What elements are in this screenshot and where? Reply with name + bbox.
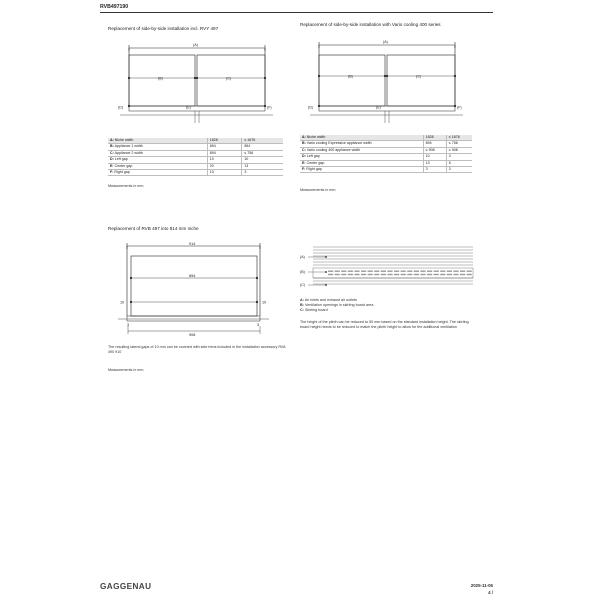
section1-table-value-1: 20 xyxy=(207,163,242,169)
section4-plinth-diagram xyxy=(298,244,478,292)
section1-table-value-2: ≤ 756 xyxy=(242,150,283,156)
section1-table-value-1: 10 xyxy=(207,170,242,176)
document-date: 2025-11-05 xyxy=(470,583,493,588)
section2-spec-table xyxy=(300,135,472,173)
section1-table-label-cell: D: Left gap xyxy=(108,157,207,163)
section2-table-value-2: 3 xyxy=(446,167,472,173)
section2-table-value-2: 3 xyxy=(446,154,472,160)
section2-label-a: (A) xyxy=(383,40,388,44)
section2-table-value-1: 10 xyxy=(423,154,446,160)
section1-table-label-cell: E: Center gap xyxy=(108,163,207,169)
section2-table-label-cell: D: Left gap xyxy=(300,154,423,160)
section4-label-b: (B) xyxy=(300,270,305,274)
section1-label-b: (B) xyxy=(158,76,163,81)
section1-table-value-1: 1828 xyxy=(207,138,242,144)
section1-spec-table xyxy=(108,138,283,176)
section2-table-value-2: ≤ 908 xyxy=(446,147,472,153)
section1-table-value-2: 894 xyxy=(242,144,283,150)
section2-label-e: (E) xyxy=(376,105,381,110)
section1-table-label-cell: A: Niche width xyxy=(108,138,207,144)
section1-table-value-2: 13 xyxy=(242,163,283,169)
section2-table-value-1: ≤ 908 xyxy=(423,147,446,153)
section2-label-f: (F) xyxy=(457,105,462,110)
legend-item-b: B: Ventilation openings in skirting board area xyxy=(300,303,374,307)
section3-dim-bottom-left: 3 xyxy=(127,323,130,327)
section3-dim-bottom: 908 xyxy=(189,333,196,337)
section1-table-label-cell: B: Appliance 1 width xyxy=(108,144,207,150)
section4-label-a: (A) xyxy=(300,255,305,259)
section3-note: The resulting lateral gaps of 10 mm can be covered with side trims included in the installation accessory RVA 490 910 xyxy=(108,345,286,354)
section2-table-label-cell: F: Right gap xyxy=(300,167,423,173)
legend-item-c: C: Skirting board xyxy=(300,308,328,312)
section1-table-value-2: ≤ 1676 xyxy=(242,138,283,144)
section2-table-label-cell: E: Center gap xyxy=(300,160,423,166)
section1-label-c: (C) xyxy=(226,76,231,81)
section1-table-row xyxy=(108,170,283,176)
section1-table-label-cell: F: Right gap xyxy=(108,170,207,176)
brand-logo: GAGGENAU xyxy=(100,582,152,591)
section3-title: Replacement of RVB 497 into 914 mm niche xyxy=(108,226,199,231)
section1-label-a: (A) xyxy=(193,43,198,47)
section3-dim-niche: 914 xyxy=(189,242,196,246)
section4-label-c: (C) xyxy=(300,283,305,287)
section3-dim-bottom-right: 3 xyxy=(257,323,260,327)
section3-diagram xyxy=(100,238,285,340)
section2-table-value-1: 894 xyxy=(423,141,446,147)
section2-table-value-2: 6 xyxy=(446,160,472,166)
section2-table-value-1: 1828 xyxy=(423,135,446,141)
section1-title: Replacement of side-by-side installation incl. RVY 497 xyxy=(108,26,219,31)
section4-paragraph: The height of the plinth can be reduced to 50 mm based on the standard installation height. The skirting board height needs to be reduced to match the plinth height to allow for the additional ventilation xyxy=(300,320,469,329)
section1-table-value-1: 10 xyxy=(207,157,242,163)
section2-table-value-1: 3 xyxy=(423,167,446,173)
section2-table-label-cell: C: Vario cooling 400 appliance width xyxy=(300,147,423,153)
section1-diagram xyxy=(100,38,285,136)
section1-table-value-1: 894 xyxy=(207,150,242,156)
document-model-header: RVB497190 xyxy=(100,4,129,10)
page-number: 4 / xyxy=(488,590,493,595)
section1-label-e: (E) xyxy=(186,105,191,110)
section1-table-value-2: 3 xyxy=(242,170,283,176)
section1-table-value-1: 894 xyxy=(207,144,242,150)
section2-title: Replacement of side-by-side installation with Vario cooling 400 series xyxy=(300,22,441,27)
header-rule xyxy=(100,12,493,13)
section2-label-c: (C) xyxy=(416,74,421,79)
section2-table-label-cell: A: Niche width xyxy=(300,135,423,141)
section1-table-label-cell: C: Appliance 2 width xyxy=(108,150,207,156)
legend-item-a: A: Air inlets and exhaust air outlets xyxy=(300,298,358,302)
section2-table-label-cell: B: Vario cooling Expressive appliance width xyxy=(300,141,423,147)
section2-diagram xyxy=(300,38,485,136)
section1-label-d: (D) xyxy=(118,105,123,110)
section3-dim-right-gap: 10 xyxy=(262,300,267,305)
section3-measurements: Measurements in mm xyxy=(108,368,144,372)
section2-label-d: (D) xyxy=(308,105,313,110)
section3-dim-left-gap: 10 xyxy=(120,300,125,305)
section2-label-b: (B) xyxy=(348,74,353,79)
section2-table-value-1: 13 xyxy=(423,160,446,166)
section4-legend xyxy=(300,298,480,313)
section1-label-f: (F) xyxy=(267,105,272,110)
section2-table-row xyxy=(300,167,472,173)
section1-measurements: Measurements in mm xyxy=(108,184,144,188)
section2-measurements: Measurements in mm xyxy=(300,188,336,192)
section2-table-value-2: ≤ 1676 xyxy=(446,135,472,141)
section1-table-value-2: 10 xyxy=(242,157,283,163)
section2-table-value-2: ≤ 756 xyxy=(446,141,472,147)
section3-dim-appliance: 894 xyxy=(189,274,196,278)
